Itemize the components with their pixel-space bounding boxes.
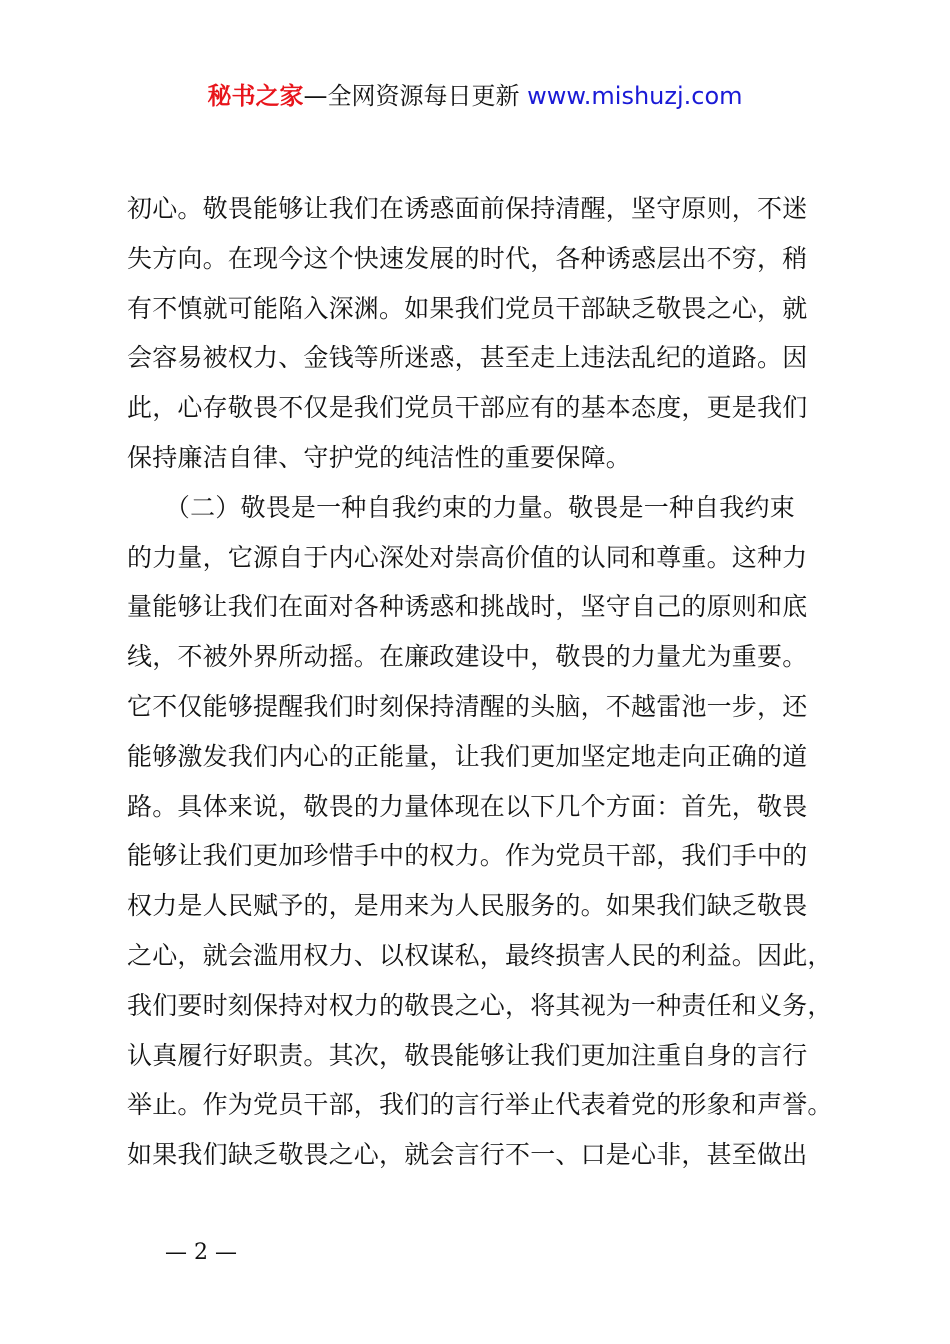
text-line: 的力量，它源自于内心深处对崇高价值的认同和尊重。这种力 [127, 542, 808, 572]
text-line: 能够让我们更加珍惜手中的权力。作为党员干部，我们手中的 [127, 841, 808, 871]
text-line: 之心，就会滥用权力、以权谋私，最终损害人民的利益。因此， [127, 940, 833, 970]
site-brand: 秘书之家 [207, 82, 304, 110]
section-heading-line: （二）敬畏是一种自我约束的力量。敬畏是一种自我约束 [127, 492, 795, 522]
text-line: 它不仅能够提醒我们时刻保持清醒的头脑，不越雷池一步，还 [127, 691, 808, 721]
text-line: 有不慎就可能陷入深渊。如果我们党员干部缺乏敬畏之心，就 [127, 293, 808, 323]
text-line: 此，心存敬畏不仅是我们党员干部应有的基本态度，更是我们 [127, 393, 808, 423]
site-slogan: —全网资源每日更新 [303, 82, 520, 110]
text-line: 会容易被权力、金钱等所迷惑，甚至走上违法乱纪的道路。因 [127, 343, 808, 373]
text-line: 举止。作为党员干部，我们的言行举止代表着党的形象和声誉。 [127, 1090, 833, 1120]
text-line: 初心。敬畏能够让我们在诱惑面前保持清醒，坚守原则，不迷 [127, 194, 808, 223]
document-body [127, 184, 833, 1180]
text-line: 认真履行好职责。其次，敬畏能够让我们更加注重自身的言行 [127, 1040, 808, 1070]
text-line: 路。具体来说，敬畏的力量体现在以下几个方面：首先，敬畏 [127, 791, 808, 821]
page-header [0, 78, 950, 114]
text-line: 保持廉洁自律、守护党的纯洁性的重要保障。 [127, 442, 632, 472]
text-line: 能够激发我们内心的正能量，让我们更加坚定地走向正确的道 [127, 741, 808, 771]
text-line: 权力是人民赋予的，是用来为人民服务的。如果我们缺乏敬畏 [127, 891, 808, 921]
site-url[interactable]: www.mishuzj.com [527, 82, 743, 110]
text-line: 如果我们缺乏敬畏之心，就会言行不一、口是心非，甚至做出 [127, 1140, 808, 1170]
page-number: — 2 — [165, 1240, 237, 1265]
text-line: 量能够让我们在面对各种诱惑和挑战时，坚守自己的原则和底 [127, 592, 808, 622]
text-line: 线，不被外界所动摇。在廉政建设中，敬畏的力量尤为重要。 [127, 642, 808, 672]
text-line: 我们要时刻保持对权力的敬畏之心，将其视为一种责任和义务， [127, 990, 833, 1020]
text-line: 失方向。在现今这个快速发展的时代，各种诱惑层出不穷，稍 [127, 243, 808, 273]
